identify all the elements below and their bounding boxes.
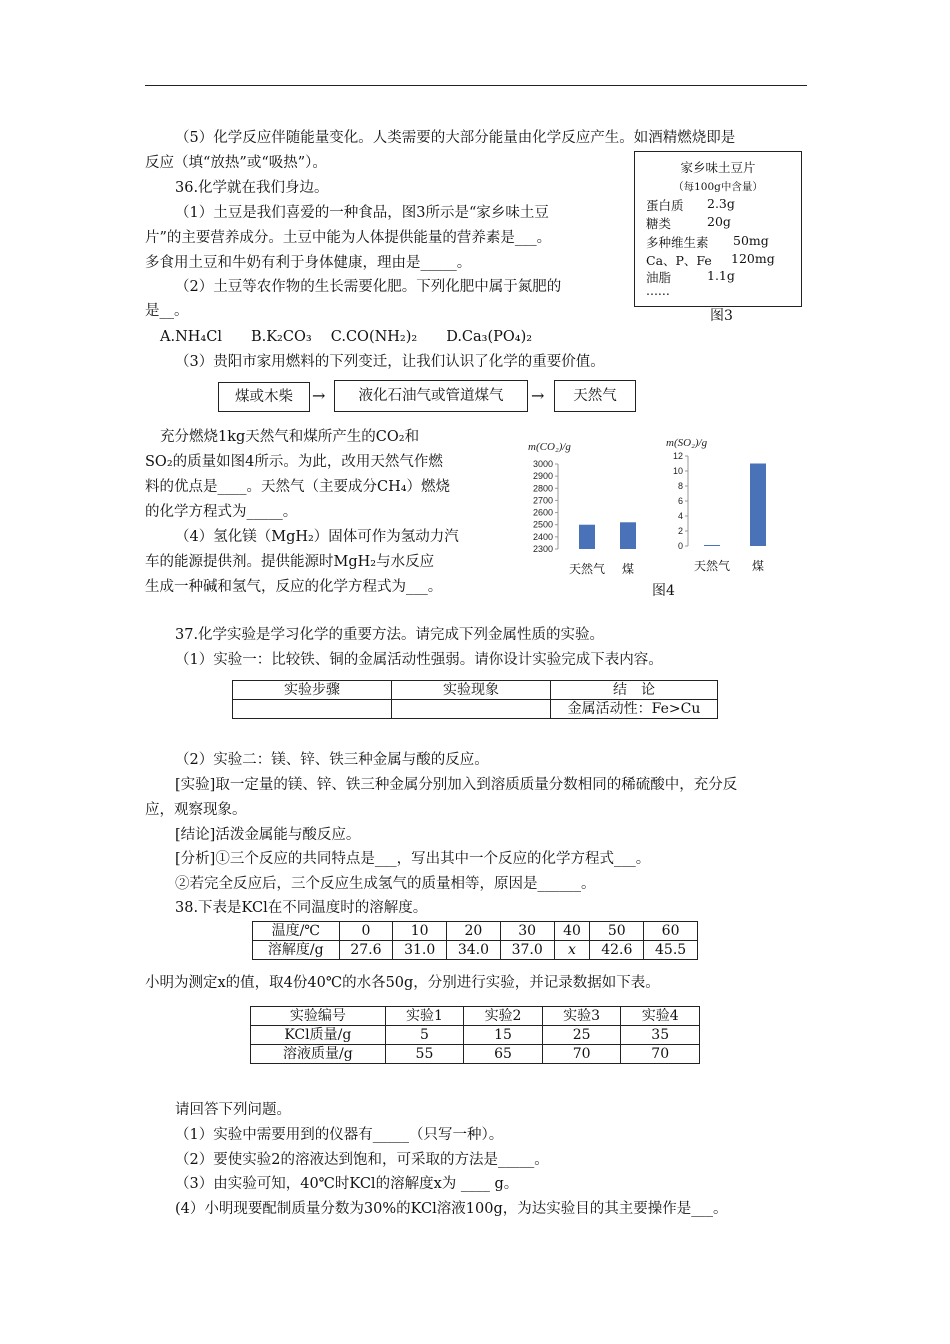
y-tick-label: 2400 bbox=[532, 531, 553, 542]
nutrition-item-name: 多种维生素 bbox=[646, 235, 709, 250]
so2-bar-chart bbox=[660, 436, 780, 580]
question-title: 37.化学实验是学习化学的重要方法。请完成下列金属性质的实验。 bbox=[175, 627, 605, 643]
y-tick-label: 3000 bbox=[532, 459, 553, 469]
table-cell: 25 bbox=[542, 1026, 621, 1045]
table-row bbox=[233, 700, 718, 719]
table-cell: 实验2 bbox=[464, 1007, 543, 1026]
y-tick-label: 2 bbox=[677, 526, 683, 536]
text-line: ②若完全反应后，三个反应生成氢气的质量相等，原因是______。 bbox=[175, 876, 596, 892]
category-label: 天然气 bbox=[568, 562, 606, 576]
chart-title: m(CO₂)/g bbox=[528, 441, 571, 453]
text-line: 的化学方程式为_____。 bbox=[145, 504, 298, 520]
text-line: 多食用土豆和牛奶有利于身体健康，理由是_____。 bbox=[145, 255, 472, 271]
text-line: 应，观察现象。 bbox=[145, 802, 247, 818]
table-cell: 35 bbox=[621, 1026, 700, 1045]
solubility-table bbox=[252, 921, 698, 960]
question-title: 38.下表是KCl在不同温度时的溶解度。 bbox=[175, 900, 428, 916]
table-header: 实验步骤 bbox=[233, 681, 392, 700]
text-line: [实验]取一定量的镁、锌、铁三种金属分别加入到溶质质量分数相同的稀硫酸中，充分反 bbox=[175, 777, 738, 793]
bar bbox=[704, 545, 720, 546]
category-label: 煤 bbox=[621, 562, 635, 576]
table-cell: 55 bbox=[385, 1045, 464, 1064]
y-tick-label: 6 bbox=[677, 496, 683, 506]
text-line: （4）氢化镁（MgH₂）固体可作为氢动力汽 bbox=[175, 529, 459, 545]
category-label: 天然气 bbox=[693, 559, 731, 573]
flow-step-coal: 煤或木柴 bbox=[218, 382, 310, 412]
bar bbox=[579, 525, 595, 549]
nutrition-item-value: 1.1g bbox=[707, 268, 735, 283]
text-line: （2）实验二：镁、锌、铁三种金属与酸的反应。 bbox=[175, 752, 489, 768]
table-row bbox=[251, 1045, 700, 1064]
text-line: （3）贵阳市家用燃料的下列变迁，让我们认识了化学的重要价值。 bbox=[175, 354, 605, 370]
arrow-right-icon: → bbox=[312, 386, 326, 405]
chart-title: m(SO₂)/g bbox=[666, 437, 708, 449]
text-line: 料的优点是____。天然气（主要成分CH₄）燃烧 bbox=[145, 479, 451, 495]
nutrition-title: 家乡味土豆片 bbox=[680, 160, 756, 175]
header-rule bbox=[145, 85, 807, 86]
text-line: 小明为测定x的值，取4份40℃的水各50g，分别进行实验，并记录数据如下表。 bbox=[145, 975, 660, 991]
text-line: [结论]活泼金属能与酸反应。 bbox=[175, 827, 361, 843]
table-cell: 31.0 bbox=[393, 941, 447, 960]
text-line: （1）实验一：比较铁、铜的金属活动性强弱。请你设计实验完成下表内容。 bbox=[175, 652, 663, 668]
table-cell: 实验3 bbox=[542, 1007, 621, 1026]
bar bbox=[620, 522, 636, 549]
y-tick-label: 8 bbox=[677, 481, 683, 491]
flow-step-natural-gas: 天然气 bbox=[554, 380, 636, 412]
table-cell: 37.0 bbox=[500, 941, 554, 960]
table-cell: 20 bbox=[447, 922, 501, 941]
figure-caption: 图4 bbox=[652, 583, 675, 599]
table-cell: 27.6 bbox=[339, 941, 393, 960]
y-tick-label: 2700 bbox=[532, 495, 553, 506]
text-line: [分析]①三个反应的共同特点是___，写出其中一个反应的化学方程式___。 bbox=[175, 851, 651, 867]
experiment-table bbox=[232, 680, 718, 719]
nutrition-item-name: Ca、P、Fe bbox=[646, 253, 712, 268]
text-line: SO₂的质量如图4所示。为此，改用天然气作燃 bbox=[145, 454, 443, 470]
text-line: （2）土豆等农作物的生长需要化肥。下列化肥中属于氮肥的 bbox=[175, 279, 562, 295]
text-line: 是__。 bbox=[145, 303, 189, 319]
table-cell: 65 bbox=[464, 1045, 543, 1064]
table-cell: 金属活动性：Fe>Cu bbox=[551, 700, 718, 719]
text-line: （2）要使实验2的溶液达到饱和，可采取的方法是_____。 bbox=[175, 1152, 549, 1168]
nutrition-more: ...... bbox=[646, 283, 670, 298]
table-cell: 30 bbox=[500, 922, 554, 941]
table-header: 结 论 bbox=[551, 681, 718, 700]
table-cell bbox=[392, 700, 551, 719]
table-cell: 5 bbox=[385, 1026, 464, 1045]
text-line: 反应（填“放热”或“吸热”）。 bbox=[145, 155, 327, 171]
text-line: （5）化学反应伴随能量变化。人类需要的大部分能量由化学反应产生。如酒精燃烧即是 bbox=[175, 130, 736, 146]
text-line: 充分燃烧1kg天然气和煤所产生的CO₂和 bbox=[160, 429, 420, 445]
nutrition-item-name: 蛋白质 bbox=[646, 198, 684, 213]
nutrition-label-box bbox=[634, 151, 802, 307]
category-label: 煤 bbox=[751, 559, 765, 573]
nutrition-item-name: 油脂 bbox=[646, 270, 672, 285]
table-cell: 溶液质量/g bbox=[251, 1045, 386, 1064]
table-cell: 34.0 bbox=[447, 941, 501, 960]
text-line: （3）由实验可知，40℃时KCl的溶解度x为 ____ g。 bbox=[175, 1176, 519, 1192]
table-cell: 60 bbox=[644, 922, 698, 941]
table-cell: KCl质量/g bbox=[251, 1026, 386, 1045]
table-cell: 温度/℃ bbox=[253, 922, 340, 941]
arrow-right-icon: → bbox=[531, 386, 545, 405]
text-line: （1）土豆是我们喜爱的一种食品，图3所示是“家乡味土豆 bbox=[175, 205, 549, 221]
table-cell: 实验1 bbox=[385, 1007, 464, 1026]
co2-bar-chart bbox=[520, 440, 650, 580]
table-header-row bbox=[233, 681, 718, 700]
nutrition-subtitle: （每100g中含量） bbox=[673, 181, 763, 193]
experiment-data-table bbox=[250, 1006, 700, 1064]
table-cell bbox=[233, 700, 392, 719]
y-tick-label: 2600 bbox=[532, 507, 553, 518]
question-title: 36.化学就在我们身边。 bbox=[175, 180, 329, 196]
table-header-row bbox=[253, 922, 698, 941]
table-cell: 70 bbox=[542, 1045, 621, 1064]
table-header-row bbox=[251, 1007, 700, 1026]
y-tick-label: 12 bbox=[672, 451, 683, 461]
text-line: （1）实验中需要用到的仪器有_____（只写一种）。 bbox=[175, 1127, 504, 1143]
table-cell: 50 bbox=[590, 922, 644, 941]
table-cell: 0 bbox=[339, 922, 393, 941]
answer-options: A.NH₄Cl B.K₂CO₃ C.CO(NH₂)₂ D.Ca₃(PO₄)₂ bbox=[160, 329, 533, 345]
flow-step-lpg: 液化石油气或管道煤气 bbox=[334, 380, 528, 412]
table-row bbox=[253, 941, 698, 960]
figure-caption: 图3 bbox=[710, 308, 733, 324]
table-cell: 45.5 bbox=[644, 941, 698, 960]
table-cell: 溶解度/g bbox=[253, 941, 340, 960]
y-tick-label: 10 bbox=[672, 466, 683, 476]
text-line: 片”的主要营养成分。土豆中能为人体提供能量的营养素是___。 bbox=[145, 230, 552, 246]
y-tick-label: 2500 bbox=[532, 519, 553, 530]
text-line: 请回答下列问题。 bbox=[175, 1102, 291, 1118]
table-cell: 实验编号 bbox=[251, 1007, 386, 1026]
nutrition-item-value: 20g bbox=[707, 214, 731, 229]
nutrition-item-value: 50mg bbox=[733, 233, 769, 248]
table-cell: 40 bbox=[554, 922, 590, 941]
text-line: (4）小明现要配制质量分数为30%的KCl溶液100g，为达实验目的其主要操作是___。 bbox=[175, 1201, 728, 1217]
table-row bbox=[251, 1026, 700, 1045]
y-tick-label: 2900 bbox=[532, 471, 553, 482]
bar bbox=[750, 464, 766, 547]
table-cell: 10 bbox=[393, 922, 447, 941]
nutrition-item-name: 糖类 bbox=[646, 216, 672, 231]
nutrition-item-value: 120mg bbox=[731, 251, 775, 266]
table-cell: x bbox=[554, 941, 590, 960]
y-tick-label: 4 bbox=[677, 511, 683, 521]
text-line: 生成一种碱和氢气，反应的化学方程式为___。 bbox=[145, 579, 443, 595]
y-tick-label: 2800 bbox=[532, 483, 553, 494]
nutrition-item-value: 2.3g bbox=[707, 196, 735, 211]
y-tick-label: 2300 bbox=[532, 544, 553, 554]
y-tick-label: 0 bbox=[677, 541, 683, 551]
table-cell: 70 bbox=[621, 1045, 700, 1064]
table-cell: 42.6 bbox=[590, 941, 644, 960]
text-line: 车的能源提供剂。提供能源时MgH₂与水反应 bbox=[145, 554, 435, 570]
table-cell: 15 bbox=[464, 1026, 543, 1045]
table-header: 实验现象 bbox=[392, 681, 551, 700]
table-cell: 实验4 bbox=[621, 1007, 700, 1026]
